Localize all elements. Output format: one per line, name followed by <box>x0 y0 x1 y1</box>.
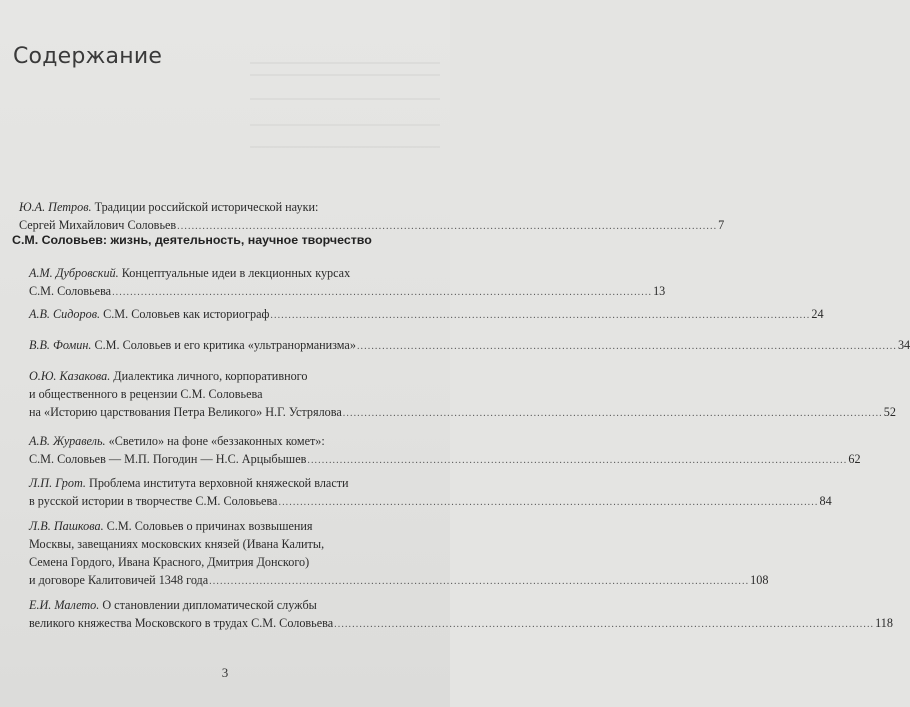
entry-title-line: в русской истории в творчестве С.М. Соловьева <box>29 494 278 508</box>
leader-dots: ...................................................................................................................................................... <box>356 341 897 352</box>
toc-entry <box>29 474 832 512</box>
leader-dots: ...................................................................................................................................................... <box>278 497 819 508</box>
entry-author: А.М. Дубровский. <box>29 266 119 280</box>
toc-entry <box>29 517 769 591</box>
entry-page-number: 7 <box>718 218 725 232</box>
entry-title-line: О становлении дипломатической службы <box>102 598 317 612</box>
toc-entry <box>29 432 861 470</box>
entry-page-number: 24 <box>811 307 824 321</box>
entry-title-line: Сергей Михайлович Соловьев <box>19 218 177 232</box>
toc-entry <box>29 367 896 423</box>
toc-entry <box>29 264 666 302</box>
leader-dots: ...................................................................................................................................................... <box>209 576 750 587</box>
toc-entry <box>29 336 910 356</box>
section-heading: С.М. Соловьев: жизнь, деятельность, научное творчество <box>12 233 372 247</box>
entry-author: А.В. Журавель. <box>29 434 106 448</box>
entry-page-number: 108 <box>750 573 769 587</box>
toc-intro-entry <box>19 198 725 236</box>
show-through-text <box>250 124 440 126</box>
entry-author: Л.П. Грот. <box>29 476 86 490</box>
entry-page-number: 34 <box>897 338 910 352</box>
entry-title-line: С.М. Соловьева <box>29 284 112 298</box>
leader-dots: ...................................................................................................................................................... <box>112 287 653 298</box>
entry-title-line: Концептуальные идеи в лекционных курсах <box>121 266 351 280</box>
entry-page-number: 84 <box>819 494 832 508</box>
leader-dots: ...................................................................................................................................................... <box>342 408 883 419</box>
entry-title-line: и общественного в рецензии С.М. Соловьева <box>29 387 263 401</box>
leader-dots: ...................................................................................................................................................... <box>177 221 718 232</box>
page-number: 3 <box>221 665 229 680</box>
entry-title-line: и договоре Калитовичей 1348 года <box>29 573 209 587</box>
entry-author: О.Ю. Казакова. <box>29 369 111 383</box>
entry-title-line: Семена Гордого, Ивана Красного, Дмитрия Донского) <box>29 555 310 569</box>
entry-author: Л.В. Пашкова. <box>29 519 104 533</box>
entry-page-number: 52 <box>883 405 896 419</box>
entry-title-line: великого княжества Московского в трудах С.М. Соловьева <box>29 616 334 630</box>
page-title: Содержание <box>13 44 163 69</box>
entry-title-line: Москвы, завещаниях московских князей (Ивана Калиты, <box>29 537 325 551</box>
leader-dots: ...................................................................................................................................................... <box>307 455 848 466</box>
entry-title-line: «Светило» на фоне «беззаконных комет»: <box>108 434 325 448</box>
show-through-text <box>250 146 440 148</box>
toc-entry <box>29 596 893 634</box>
leader-dots: ...................................................................................................................................................... <box>270 310 811 321</box>
entry-title-line: С.М. Соловьев о причинах возвышения <box>106 519 313 533</box>
entry-author: Ю.А. Петров. <box>19 200 92 214</box>
toc-entry <box>29 305 824 325</box>
show-through-text <box>250 74 440 76</box>
entry-title-line: Традиции российской исторической науки: <box>94 200 319 214</box>
show-through-text <box>250 98 440 100</box>
entry-page-number: 62 <box>848 452 861 466</box>
entry-author: А.В. Сидоров. <box>29 307 101 321</box>
show-through-text <box>250 62 440 64</box>
entry-author: В.В. Фомин. <box>29 338 92 352</box>
entry-title-line: на «Историю царствования Петра Великого» Н.Г. Устрялова <box>29 405 342 419</box>
entry-title-line: Проблема института верховной княжеской власти <box>89 476 349 490</box>
entry-title-line: С.М. Соловьев и его критика «ультранорманизма» <box>94 338 356 352</box>
leader-dots: ...................................................................................................................................................... <box>334 619 875 630</box>
entry-page-number: 13 <box>653 284 666 298</box>
entry-title-line: С.М. Соловьев как историограф <box>103 307 270 321</box>
entry-page-number: 118 <box>875 616 893 630</box>
entry-title-line: Диалектика личного, корпоративного <box>113 369 308 383</box>
entry-title-line: С.М. Соловьев — М.П. Погодин — Н.С. Арцыбышев <box>29 452 307 466</box>
entry-author: Е.И. Малето. <box>29 598 100 612</box>
